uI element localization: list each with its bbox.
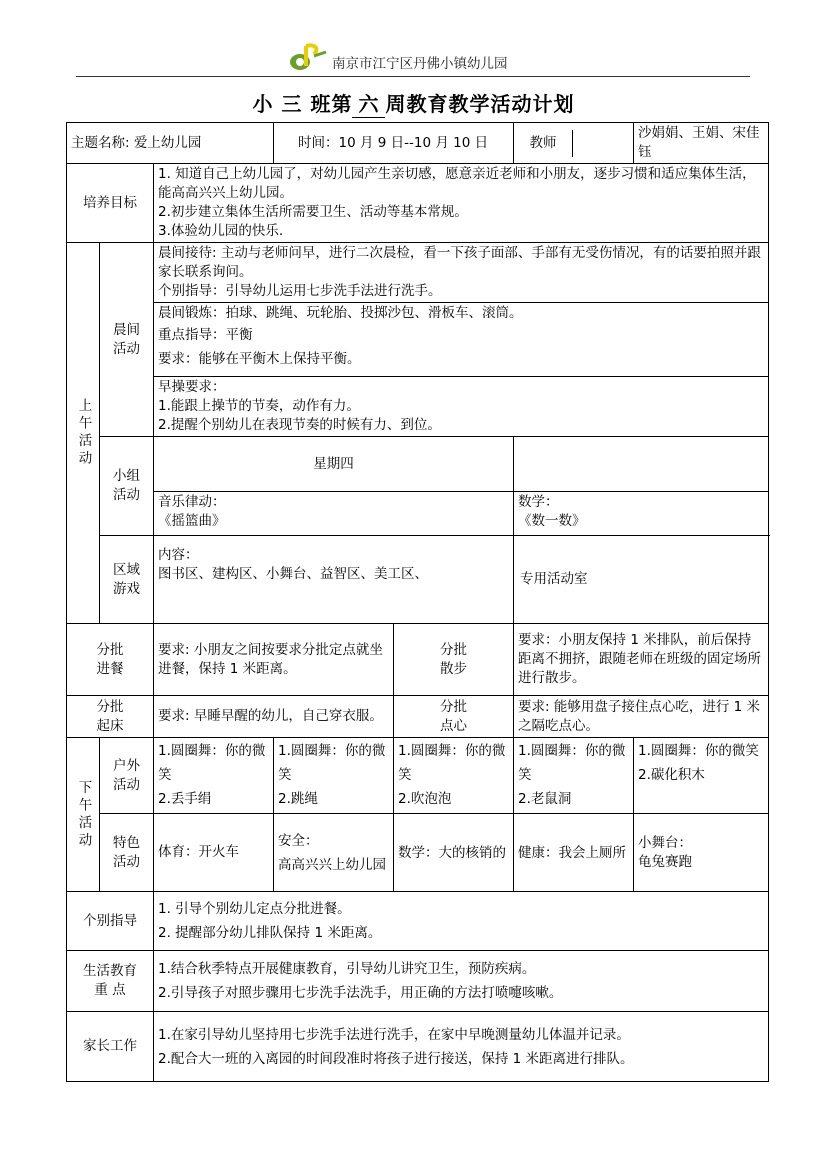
area-friday-content: 专用活动室: [514, 536, 769, 624]
outdoor-day-3: 1.圆圈舞：你的微笑 2.吹泡泡: [394, 738, 514, 814]
special-label: 特色活动: [100, 814, 154, 892]
life-education-content: 1.结合秋季特点开展健康教育，引导幼儿讲究卫生，预防疾病。 2.引导孩子对照步骤用七步洗手法洗手，用正确的方法打喷嚏咳嗽。: [154, 951, 769, 1012]
special-day-1: 体育：开火车: [154, 814, 274, 892]
outdoor-day-1: 1.圆圈舞：你的微笑 2.丢手绢: [154, 738, 274, 814]
individual-label: 个别指导: [67, 892, 154, 951]
page-title: 小 三 班第 六 周教育教学活动计划: [0, 88, 827, 118]
theme-cell: 主题名称: 爱上幼儿园: [67, 123, 274, 164]
afternoon-label: 下午活动: [67, 738, 100, 892]
walk-requirement: 要求：小朋友保持 1 米排队，前后保持距离不拥挤，跟随老师在班级的固定场所进行散步。: [514, 624, 769, 696]
parents-work-label: 家长工作: [67, 1012, 154, 1082]
outdoor-day-2: 1.圆圈舞：你的微笑 2.跳绳: [274, 738, 394, 814]
week-number: 六: [352, 88, 385, 118]
parents-work-content: 1.在家引导幼儿坚持用七步洗手法进行洗手，在家中早晚测量幼儿体温并记录。 2.配合大一班的入离园的时间段准时将孩子进行接送，保持 1 米距离进行排队。: [154, 1012, 769, 1082]
drill-content: 早操要求： 1.能跟上操节的节奏，动作有力。 2.提醒个别幼儿在表现节奏的时候有力、到位。: [154, 377, 769, 437]
day-thursday: 星期四: [154, 437, 514, 492]
plan-table: [66, 122, 769, 1082]
special-day-2: 安全： 高高兴兴上幼儿园: [274, 814, 394, 892]
meal-requirement: 要求: 小朋友之间按要求分批定点就坐进餐，保持 1 米距离。: [154, 624, 394, 696]
special-day-3: 数学：大的核销的: [394, 814, 514, 892]
teacher-names-head: [573, 130, 633, 157]
special-day-4: 健康：我会上厕所: [514, 814, 634, 892]
meal-label: 分批进餐: [67, 624, 154, 696]
area-thursday-content: 内容： 图书区、建构区、小舞台、益智区、美工区、: [154, 536, 514, 624]
area-games-label: 区域游戏: [100, 536, 154, 624]
reception-content: 晨间接待: 主动与老师问早，进行二次晨检，看一下孩子面部、手部有无受伤情况，有的话要拍照并跟家长联系询问。 个别指导：引导幼儿运用七步洗手法进行洗手。: [154, 243, 769, 303]
time-cell: 时间：10 月 9 日--10 月 10 日: [274, 123, 514, 164]
goals-label: 培养目标: [67, 164, 154, 243]
group-activity-label: 小组活动: [100, 437, 154, 536]
page-header: [76, 40, 750, 77]
morning-label: 上午活动: [67, 243, 100, 624]
individual-content: 1. 引导个别幼儿定点分批进餐。 2. 提醒部分幼儿排队保持 1 米距离。: [154, 892, 769, 951]
teacher-label: 教师: [514, 130, 573, 157]
goals-content: [154, 164, 769, 243]
school-logo-icon: [288, 42, 330, 72]
goal-item: 2.初步建立集体生活所需要卫生、活动等基本常规。: [158, 204, 468, 220]
wake-requirement: 要求: 早睡早醒的幼儿，自己穿衣服。: [154, 696, 394, 738]
group-friday-content: 数学： 《数一数》: [514, 492, 769, 536]
teacher-names: 沙娟娟、王娟、宋佳钰: [634, 123, 769, 164]
outdoor-day-5: 1.圆圈舞：你的微笑 2.碳化积木: [634, 738, 769, 814]
snack-label: 分批点心: [394, 696, 514, 738]
school-name: 南京市江宁区丹佛小镇幼儿园: [332, 56, 508, 72]
walk-label: 分批散步: [394, 624, 514, 696]
outdoor-day-4: 1.圆圈舞：你的微笑 2.老鼠洞: [514, 738, 634, 814]
snack-requirement: 要求: 能够用盘子接住点心吃，进行 1 米之隔吃点心。: [514, 696, 769, 738]
group-thursday-content: 音乐律动： 《摇篮曲》: [154, 492, 514, 536]
goal-item: 3.体验幼儿园的快乐.: [158, 223, 284, 239]
special-day-5: 小舞台： 龟兔赛跑: [634, 814, 769, 892]
life-education-label: 生活教育重 点: [67, 951, 154, 1012]
morning-activity-label: 晨间活动: [100, 243, 154, 437]
goal-item: 1. 知道自己上幼儿园了，对幼儿园产生亲切感，愿意亲近老师和小朋友，逐步习惯和适应集体生活，能高高兴兴上幼儿园。: [158, 166, 756, 201]
wake-label: 分批起床: [67, 696, 154, 738]
outdoor-label: 户外活动: [100, 738, 154, 814]
exercise-content: 晨间锻炼：拍球、跳绳、玩轮胎、投掷沙包、滑板车、滚筒。 重点指导：平衡 要求：能够在平衡木上保持平衡。: [154, 303, 769, 377]
